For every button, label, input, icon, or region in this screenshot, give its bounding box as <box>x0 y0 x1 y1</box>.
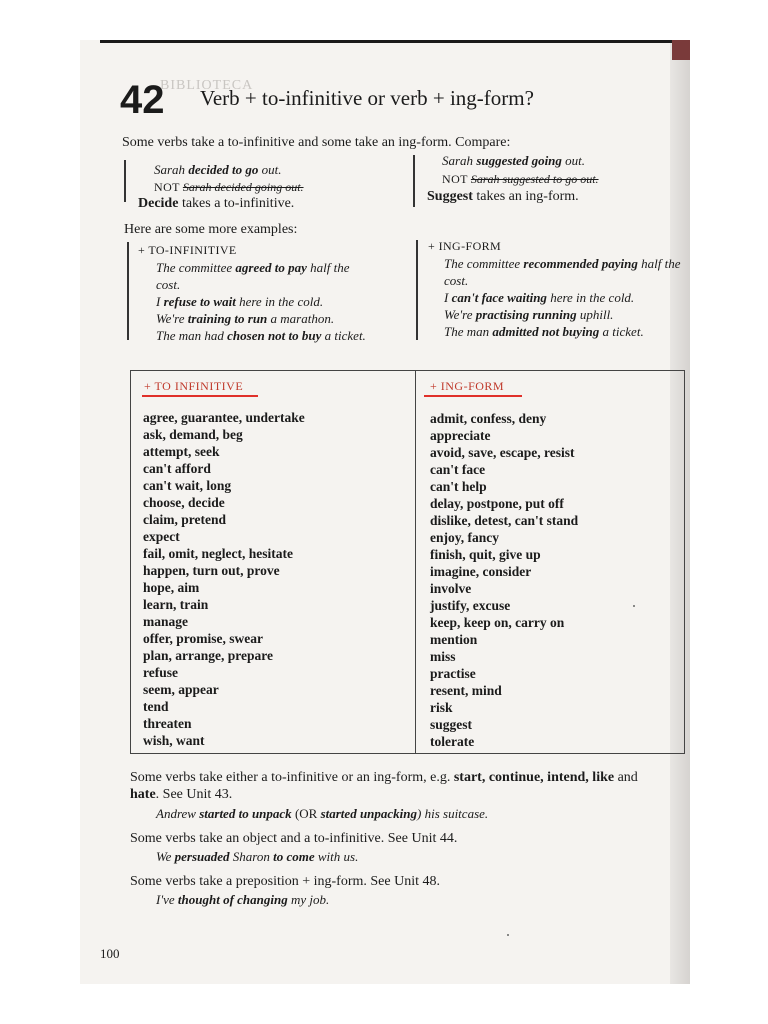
example-left-line: I refuse to wait here in the cold. <box>156 294 324 309</box>
compare-left-rule <box>124 160 126 202</box>
verb-item: learn, train <box>143 597 209 612</box>
top-rule <box>100 40 690 43</box>
example-left-line: We're training to run a marathon. <box>156 311 335 326</box>
compare-right-not: NOT Sarah suggested to go out. <box>442 172 599 186</box>
example-right-line: The man admitted not buying a ticket. <box>444 324 644 339</box>
unit-title: Verb + to-infinitive or verb + ing-form? <box>200 86 534 110</box>
verb-item: delay, postpone, put off <box>430 496 564 511</box>
verb-item: avoid, save, escape, resist <box>430 445 575 460</box>
page-number: 100 <box>100 946 120 961</box>
red-underline-left <box>142 395 258 397</box>
verb-item: dislike, detest, can't stand <box>430 513 579 528</box>
example-left-line: The man had chosen not to buy a ticket. <box>156 328 366 343</box>
speck <box>507 934 509 936</box>
compare-right-rule-text: Suggest takes an ing-form. <box>427 189 579 204</box>
verb-item: plan, arrange, prepare <box>143 648 273 663</box>
verb-item: practise <box>430 666 476 681</box>
verb-item: ask, demand, beg <box>143 427 243 442</box>
verb-item: agree, guarantee, undertake <box>143 410 305 425</box>
verb-item: attempt, seek <box>143 444 220 459</box>
verb-item: resent, mind <box>430 683 502 698</box>
table-left-heading: + TO INFINITIVE <box>144 379 244 393</box>
verb-item: can't wait, long <box>143 478 232 493</box>
verb-item: can't help <box>430 479 487 494</box>
note-object-example: We persuaded Sharon to come with us. <box>156 849 359 864</box>
intro-text: Some verbs take a to-infinitive and some take an ing-form. Compare: <box>122 135 511 150</box>
example-right-line: I can't face waiting here in the cold. <box>444 290 635 305</box>
example-left-line: cost. <box>156 277 181 292</box>
note-object: Some verbs take an object and a to-infinitive. See Unit 44. <box>130 831 458 846</box>
verb-item: claim, pretend <box>143 512 226 527</box>
verb-item: fail, omit, neglect, hesitate <box>143 546 293 561</box>
more-examples-label: Here are some more examples: <box>124 222 298 237</box>
note-either-example: Andrew started to unpack (OR started unpacking) his suitcase. <box>156 806 489 821</box>
compare-left-example: Sarah decided to go out. <box>154 162 282 177</box>
verb-item: refuse <box>143 665 178 680</box>
note-preposition-example: I've thought of changing my job. <box>156 892 330 907</box>
verb-item: threaten <box>143 716 192 731</box>
verb-item: tolerate <box>430 734 475 749</box>
verb-item: mention <box>430 632 478 647</box>
examples-right-rule <box>416 240 418 340</box>
example-right-line: The committee recommended paying half the <box>444 256 681 271</box>
verb-item: can't afford <box>143 461 211 476</box>
verb-item: appreciate <box>430 428 491 443</box>
verb-item: keep, keep on, carry on <box>430 615 565 630</box>
verb-item: suggest <box>430 717 473 732</box>
compare-right-example: Sarah suggested going out. <box>442 153 586 168</box>
verb-item: wish, want <box>143 733 205 748</box>
unit-number: 42 <box>120 78 165 122</box>
verb-item: can't face <box>430 462 486 477</box>
corner-mark <box>672 40 690 60</box>
verb-item: manage <box>143 614 188 629</box>
ing-form-verb-list <box>430 410 578 750</box>
verb-table-divider <box>415 370 416 754</box>
examples-left-heading: + TO-INFINITIVE <box>138 243 237 257</box>
verb-item: finish, quit, give up <box>430 547 541 562</box>
verb-item: offer, promise, swear <box>143 631 263 646</box>
compare-left-not: NOT Sarah decided going out. <box>154 180 304 194</box>
note-either-line1: Some verbs take either a to-infinitive or an ing-form, e.g. start, continue, intend, like and <box>130 770 638 785</box>
note-preposition: Some verbs take a preposition + ing-form. See Unit 48. <box>130 874 441 889</box>
verb-item: expect <box>143 529 180 544</box>
note-either-line2: hate. See Unit 43. <box>130 787 233 802</box>
verb-item: involve <box>430 581 472 596</box>
example-right-line: We're practising running uphill. <box>444 307 614 322</box>
to-infinitive-verb-list <box>143 409 305 749</box>
verb-item: hope, aim <box>143 580 200 595</box>
example-left-line: The committee agreed to pay half the <box>156 260 350 275</box>
bleed-through-stamp: BIBLIOTECA <box>160 78 254 93</box>
examples-left-rule <box>127 242 129 340</box>
verb-item: miss <box>430 649 456 664</box>
example-right-line: cost. <box>444 273 469 288</box>
table-right-heading: + ING-FORM <box>430 379 505 393</box>
verb-item: risk <box>430 700 453 715</box>
verb-item: happen, turn out, prove <box>143 563 280 578</box>
verb-item: seem, appear <box>143 682 219 697</box>
verb-item: justify, excuse <box>430 598 511 613</box>
verb-item: enjoy, fancy <box>430 530 499 545</box>
verb-item: tend <box>143 699 169 714</box>
red-underline-right <box>424 395 522 397</box>
examples-right-heading: + ING-FORM <box>428 239 502 253</box>
verb-item: admit, confess, deny <box>430 411 547 426</box>
compare-left-rule-text: Decide takes a to-infinitive. <box>138 196 295 211</box>
verb-item: imagine, consider <box>430 564 532 579</box>
verb-item: choose, decide <box>143 495 225 510</box>
speck <box>633 605 635 607</box>
compare-right-rule <box>413 155 415 207</box>
